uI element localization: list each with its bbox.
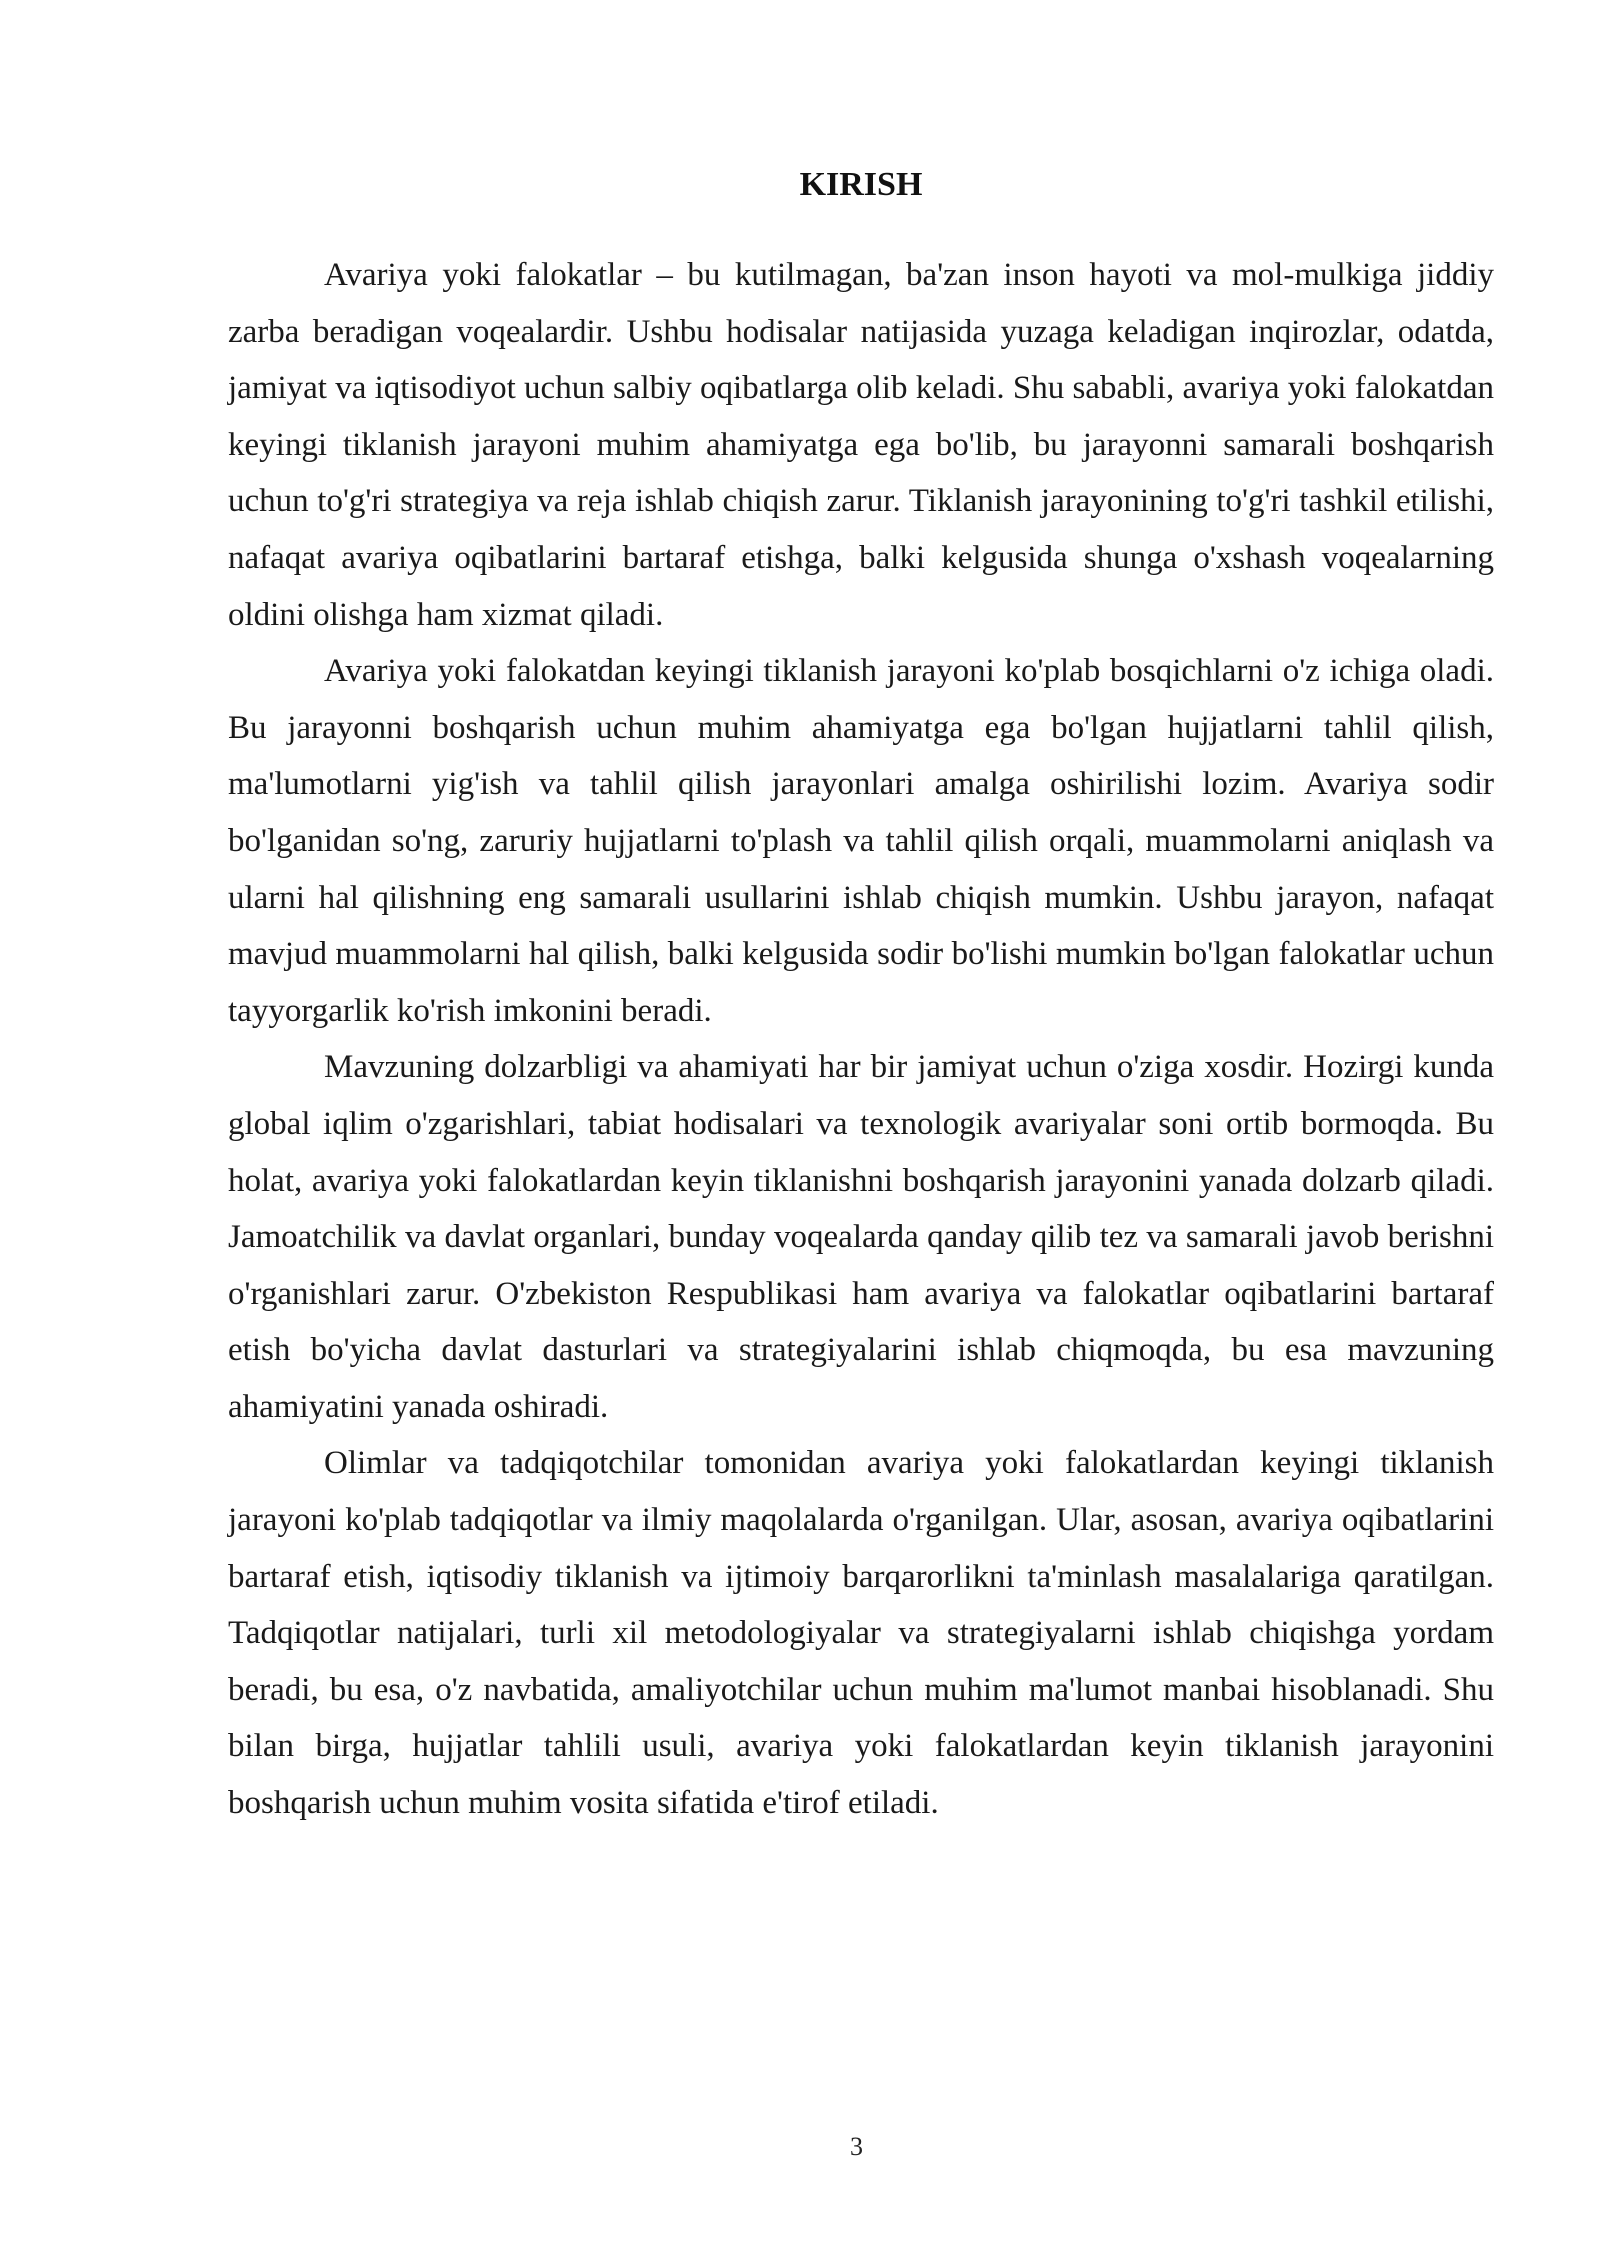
paragraph-2: Avariya yoki falokatdan keyingi tiklanish jarayoni ko'plab bosqichlarni o'z ichiga oladi. Bu jarayonni boshqarish uchun muhim ahamiyatga ega bo'lgan hujjatlarni tahlil qilish, ma'lumotlarni yig'ish va tahlil qilish jarayonlari amalga oshirilishi lozim. Avariya sodir bo'lganidan so'ng, zaruriy hujjatlarni to'plash va tahlil qilish orqali, muammolarni aniqlash va ularni hal qilishning eng samarali usullarini ishlab chiqish mumkin. Ushbu jarayon, nafaqat mavjud muammolarni hal qilish, balki kelgusida sodir bo'lishi mumkin bo'lgan falokatlar uchun tayyorgarlik ko'rish imkonini beradi. [228, 653, 1494, 1029]
paragraph-4: Olimlar va tadqiqotchilar tomonidan avariya yoki falokatlardan keyingi tiklanish jarayoni ko'plab tadqiqotlar va ilmiy maqolalarda o'rganilgan. Ular, asosan, avariya oqibatlarini bartaraf etish, iqtisodiy tiklanish va ijtimoiy barqarorlikni ta'minlash masalalariga qaratilgan. Tadqiqotlar natijalari, turli xil metodologiyalar va strategiyalarni ishlab chiqishga yordam beradi, bu esa, o'z navbatida, amaliyotchilar uchun muhim ma'lumot manbai hisoblanadi. Shu bilan birga, hujjatlar tahlili usuli, avariya yoki falokatlardan keyin tiklanish jarayonini boshqarish uchun muhim vosita sifatida e'tirof etiladi. [228, 1445, 1494, 1822]
heading-container [228, 164, 1494, 206]
body-text [228, 247, 1494, 1832]
paragraph-3: Mavzuning dolzarbligi va ahamiyati har bir jamiyat uchun o'ziga xosdir. Hozirgi kunda global iqlim o'zgarishlari, tabiat hodisalari va texnologik avariyalar soni ortib bormoqda. Bu holat, avariya yoki falokatlardan keyin tiklanishni boshqarish jarayonini yanada dolzarb qiladi. Jamoatchilik va davlat organlari, bunday voqealarda qanday qilib tez va samarali javob berishni o'rganishlari zarur. O'zbekiston Respublikasi ham avariya va falokatlar oqibatlarini bartaraf etish bo'yicha davlat dasturlari va strategiyalarini ishlab chiqmoqda, bu esa mavzuning ahamiyatini yanada oshiradi. [228, 1049, 1494, 1425]
page-number-container [0, 2132, 1600, 2162]
paragraph-1: Avariya yoki falokatlar – bu kutilmagan, ba'zan inson hayoti va mol-mulkiga jiddiy zarba beradigan voqealardir. Ushbu hodisalar natijasida yuzaga keladigan inqirozlar, odatda, jamiyat va iqtisodiyot uchun salbiy oqibatlarga olib keladi. Shu sababli, avariya yoki falokatdan keyingi tiklanish jarayoni muhim ahamiyatga ega bo'lib, bu jarayonni samarali boshqarish uchun to'g'ri strategiya va reja ishlab chiqish zarur. Tiklanish jarayonining to'g'ri tashkil etilishi, nafaqat avariya oqibatlarini bartaraf etishga, balki kelgusida shunga o'xshash voqealarning oldini olishga ham xizmat qiladi. [228, 257, 1494, 633]
page-number: 3 [850, 2132, 863, 2161]
section-heading: KIRISH [799, 166, 923, 203]
